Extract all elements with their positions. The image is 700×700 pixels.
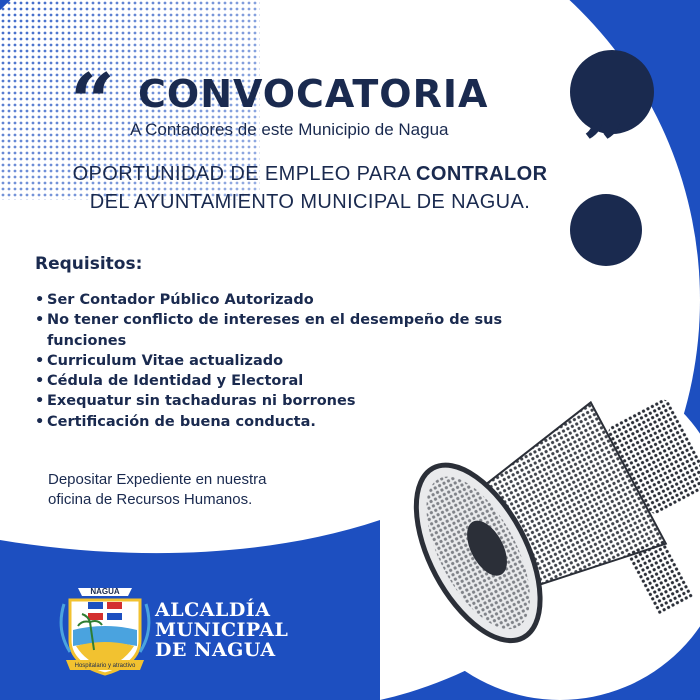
open-quote-mark: “ — [70, 57, 111, 148]
logo-motto: Hospitalario y atractivo — [74, 663, 136, 669]
requirement-item: • Certificación de buena conducta. — [35, 412, 515, 432]
municipality-name — [155, 600, 355, 660]
headline-position: CONTRALOR — [416, 163, 548, 185]
page-title: CONVOCATORIA — [138, 72, 489, 116]
brand-line-1: ALCALDÍA — [155, 599, 271, 621]
headline-prefix: OPORTUNIDAD DE EMPLEO PARA — [72, 163, 417, 185]
page-subtitle: A Contadores de este Municipio de Nagua — [130, 120, 449, 139]
note-line-2: oficina de Recursos Humanos. — [48, 491, 253, 508]
requirement-item: • Exequatur sin tachaduras ni borrones — [35, 391, 515, 411]
brand-line-3: DE NAGUA — [155, 639, 276, 661]
brand-line-2: MUNICIPAL — [155, 619, 289, 641]
requirements-title: Requisitos: — [35, 254, 143, 274]
headline-line-2: DEL AYUNTAMIENTO MUNICIPAL DE NAGUA. — [89, 191, 531, 213]
requirement-item: • Ser Contador Público Autorizado — [35, 290, 515, 310]
requirement-item: • No tener conflicto de intereses en el desempeño de sus funciones — [35, 310, 515, 351]
requirement-item: • Cédula de Identidad y Electoral — [35, 371, 515, 391]
logo-banner: NAGUA — [90, 587, 120, 596]
requirement-item: • Curriculum Vitae actualizado — [35, 351, 515, 371]
note-line-1: Depositar Expediente en nuestra — [48, 471, 267, 488]
close-quote-mark: ” — [582, 101, 623, 192]
